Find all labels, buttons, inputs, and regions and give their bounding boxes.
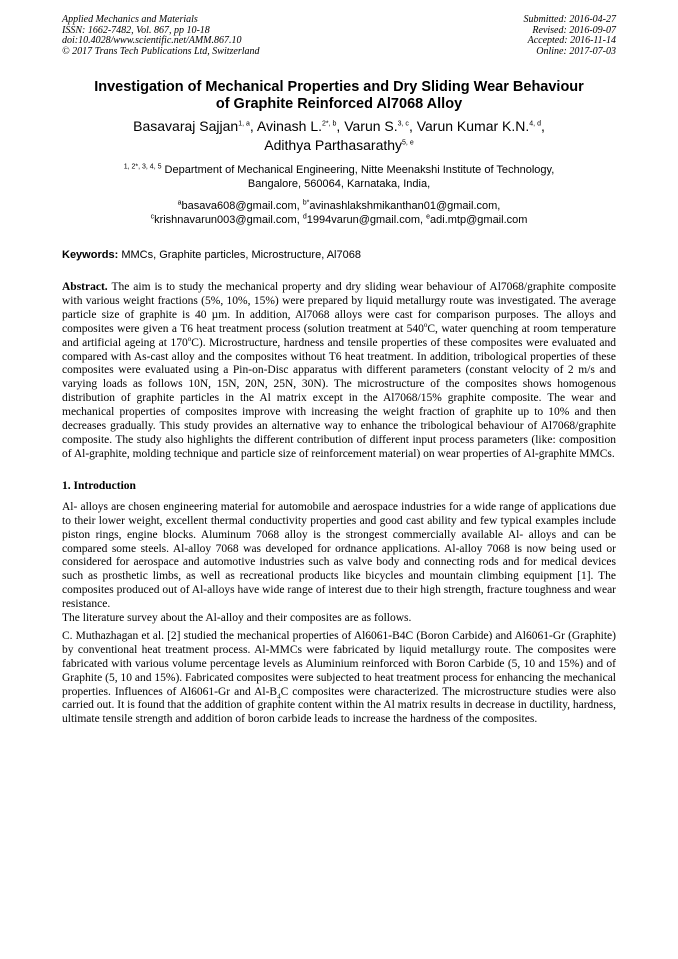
affiliation-text: Department of Mechanical Engineering, Nitte Meenakshi Institute of Technology, bbox=[164, 164, 555, 176]
intro-paragraph-3 bbox=[62, 630, 616, 727]
affiliation-marker: 1, 2*, 3, 4, 5 bbox=[123, 163, 162, 171]
emails-line-1 bbox=[62, 199, 616, 213]
email-marker: a bbox=[177, 199, 182, 207]
email-b: avinashlakshmikanthan01@gmail.com, bbox=[309, 200, 501, 212]
email-a: basava608@gmail.com, bbox=[181, 200, 300, 212]
affiliation bbox=[62, 163, 616, 191]
authors-line-1: Basavaraj Sajjan$^{1, a}$, Avinash L.$^{2*, b}$, Varun S.$^{3, c}$, Varun Kumar K.N.$^{4, d}$, bbox=[133, 118, 545, 134]
author-name: Basavaraj Sajjan bbox=[133, 118, 239, 134]
abstract-text-1: The aim is to study the mechanical property and dry sliding wear behaviour of Al7068/graphite composite with various weight fractions (5%, 10%, 15%) were prepared by liquid metallurgy route was investigated. The average particle size of graphite is 40 µm. In addition, Al7068 alloys were cast for comparison purposes. The alloys and composites were given a T6 heat treatment process (solution treatment at 540 bbox=[62, 281, 617, 335]
author-name: Adithya Parthasarathy bbox=[264, 137, 403, 153]
author-marker: 3, c bbox=[397, 120, 409, 128]
author-marker: 5, e bbox=[402, 139, 414, 147]
intro-paragraph-1: Al- alloys are chosen engineering material for automobile and aerospace industries for a wide range of applications due to their lower weight, excellent thermal conductivity properties and good cast ability and few typical examples include piston rings, engine blocks. Aluminum 7068 alloy is the strongest commercially available Al- alloys and can be compared some steels. Al-alloy 7068 was developed for ordnance applications. Al-alloy 7068 is now being used or considered for aerospace and automotive industries such as valve body and connecting rods and for medical devices such as prosthetic limbs, as well as recreational products like bicycles and mountain climbing equipment [1]. The composites produced out of Al-alloys have wide range of interest due to their high strength, fracture toughness and wear resistance. bbox=[62, 500, 616, 611]
online-date: Online: 2017-07-03 bbox=[536, 45, 616, 57]
affiliation-line-1 bbox=[62, 163, 616, 177]
section-heading: 1. Introduction bbox=[62, 479, 136, 492]
email-d: 1994varun@gmail.com, bbox=[306, 214, 424, 226]
author-marker: 4, d bbox=[529, 120, 541, 128]
doi: doi:10.4028/www.scientific.net/AMM.867.10 bbox=[62, 35, 242, 46]
abstract-text-3: C). Microstructure, hardness and tensile properties of these composites were evaluated and compared with As-cast alloy and the composites without T6 heat treatment. In addition, tribological properties of these composites were evaluated using a Pin-on-Disc apparatus with different parameters (constant velocity of 2 m/s and varying loads as follows 10N, 15N, 20N, 25N, 30N). The microstructure of the composites shows homogenous distribution of graphite particles in the Al matrix except in the Al7068/15% graphite composite. The wear and mechanical properties of composites improve with increasing the weight fraction of graphite up to 10% and then decreases gradually. This study provides an alternative way to enhance the tribological behaviour of Al7068/graphite composite. The study also highlights the different contribution of different input process parameters (like: composition of Al-graphite, molding technique and particle size of reinforcement material) on wear properties of Al-graphite MMCs. bbox=[62, 336, 616, 460]
subscript: 4 bbox=[277, 691, 281, 700]
submitted-date: Submitted: 2016-04-27 bbox=[523, 14, 616, 25]
author-marker: 2*, b bbox=[322, 120, 337, 128]
abstract-label: Abstract. bbox=[62, 281, 108, 293]
intro-paragraph-3-text-cont: C composites were characterized. The microstructure studies were also carried out. It is found that the addition of graphite content within the Al matrix results in decrease in ductility, hardness, ultimate tensile strength and addition of boron carbide leads to increase the hardness of the composites. bbox=[62, 685, 616, 726]
authors-line-2 bbox=[62, 136, 616, 155]
title-line-1: Investigation of Mechanical Properties and Dry Sliding Wear Behaviour bbox=[94, 79, 584, 95]
author-list bbox=[62, 117, 616, 155]
keywords-text: MMCs, Graphite particles, Microstructure, Al7068 bbox=[121, 249, 361, 261]
intro-paragraph-3-text: C. Muthazhagan et al. [2] studied the mechanical properties of Al6061-B4C (Boron Carbide) and Al6061-Gr (Graphite) by conventional heat treatment process. Al-MMCs were fabricated by liquid metallurgy route. The composites were fabricated with various volume percentage levels as Aluminium reinforced with Boron Carbide (5, 10 and 15%) and of Graphite (5, 10 and 15%). Fabricated composites were subjected to heat treatment process for enhancing the mechanical properties. Influences of Al6061-Gr and Al-B bbox=[62, 629, 616, 698]
paper-page bbox=[62, 15, 616, 727]
intro-paragraph-2: The literature survey about the Al-alloy and their composites are as follows. bbox=[62, 612, 412, 625]
issn: ISSN: 1662-7482, Vol. 867, pp 10-18 bbox=[62, 24, 210, 36]
affiliation-line-2: Bangalore, 560064, Karnataka, India, bbox=[247, 178, 431, 190]
paper-title bbox=[62, 79, 616, 113]
degree-symbol: o bbox=[423, 320, 428, 329]
keywords-label: Keywords: bbox=[62, 249, 119, 261]
copyright: © 2017 Trans Tech Publications Ltd, Switzerland bbox=[62, 45, 260, 57]
journal-name: Applied Mechanics and Materials bbox=[62, 14, 198, 25]
emails-line-2 bbox=[62, 213, 616, 227]
keywords bbox=[62, 248, 616, 262]
dates-info bbox=[524, 15, 617, 57]
author-name: Varun S. bbox=[344, 118, 398, 134]
author-marker: 1, a bbox=[238, 120, 250, 128]
email-marker: d bbox=[302, 213, 307, 221]
publication-header bbox=[62, 15, 616, 57]
email-marker: e bbox=[426, 213, 431, 221]
title-line-2: of Graphite Reinforced Al7068 Alloy bbox=[215, 96, 463, 112]
email-marker: c bbox=[150, 213, 155, 221]
abstract-text-2: C, water quenching at room temperature and artificial ageing at 170 bbox=[62, 322, 616, 349]
email-c: krishnavarun003@gmail.com, bbox=[154, 214, 300, 226]
abstract bbox=[62, 281, 616, 462]
email-list bbox=[62, 199, 616, 227]
journal-info bbox=[62, 15, 260, 57]
revised-date: Revised: 2016-09-07 bbox=[532, 24, 616, 36]
email-marker: b* bbox=[302, 199, 310, 207]
author-name: Avinash L. bbox=[256, 118, 323, 134]
email-e: adi.mtp@gmail.com bbox=[430, 214, 528, 226]
accepted-date: Accepted: 2016-11-14 bbox=[527, 35, 616, 46]
degree-symbol: o bbox=[187, 334, 192, 343]
author-name: Varun Kumar K.N. bbox=[416, 118, 530, 134]
